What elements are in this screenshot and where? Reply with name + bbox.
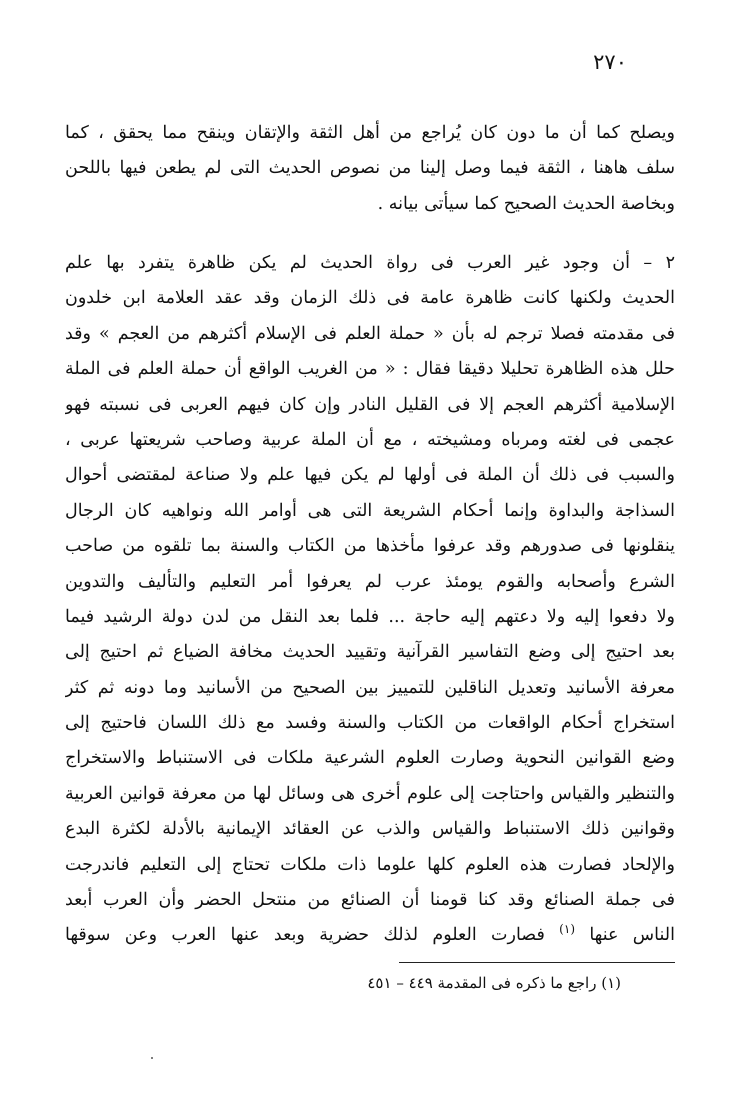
page-number: ٢٧٠: [593, 50, 627, 74]
text-fragment: الناس عنها: [589, 925, 675, 946]
footnote-reference[interactable]: (١): [559, 922, 575, 937]
text-line: حلل هذه الظاهرة تحليلا دقيقا فقال : « من الغريب الواقع أن حملة العلم فى الملة: [65, 359, 675, 380]
text-line: السذاجة والبداوة وإنما أحكام الشريعة التى هى أوامر الله ونواهيه كان الرجال: [65, 500, 675, 521]
text-line: الشرع وأصحابه والقوم يومئذ عرب لم يعرفوا أمر التعليم والتأليف والتدوين: [65, 571, 675, 592]
footnote-divider: [399, 962, 675, 963]
text-fragment: فصارت العلوم لذلك حضرية وبعد عنها العرب وعن سوقها: [65, 925, 545, 946]
text-line: ينقلونها فى صدورهم وقد عرفوا مأخذها من الكتاب والسنة بما تلقوه من صاحب: [65, 536, 675, 557]
text-line: ويصلح كما أن ما دون كان يُراجع من أهل الثقة والإتقان وينقح مما يحقق ، كما: [65, 123, 675, 143]
text-line: ٢ – أن وجود غير العرب فى رواة الحديث لم يكن ظاهرة يتفرد بها علم: [65, 253, 675, 273]
text-line: الإسلامية أكثرهم العجم إلا فى القليل النادر وإن كان فيهم العربى فى نسبته فهو: [65, 394, 675, 415]
text-line: وقوانين ذلك الاستنباط والقياس والذب عن العقائد الإيمانية بالأدلة لكثرة البدع: [65, 819, 675, 840]
text-line: سلف هاهنا ، الثقة فيما وصل إلينا من نصوص الحديث التى لم يطعن فيها باللحن: [65, 158, 675, 179]
text-line: فى جملة الصنائع وقد كنا قومنا أن الصنائع من منتحل الحضر وأن العرب أبعد: [65, 890, 675, 911]
paragraph-1: [65, 116, 675, 222]
text-line: بعد احتيج إلى وضع التفاسير القرآنية وتقييد الحديث مخافة الضياع ثم احتيج إلى: [65, 642, 675, 663]
text-line: معرفة الأسانيد وتعديل الناقلين للتمييز بين الصحيح من الأسانيد وما دونه ثم كثر: [65, 677, 675, 698]
text-line: ولا دفعوا إليه ولا دعتهم إليه حاجة ... فلما بعد النقل من لدن دولة الرشيد فيما: [65, 606, 675, 627]
text-line: وبخاصة الحديث الصحيح كما سيأتى بيانه .: [377, 193, 675, 214]
text-line: فى مقدمته فصلا ترجم له بأن « حملة العلم فى الإسلام أكثرهم من العجم » وقد: [65, 323, 675, 344]
text-line: عجمى فى لغته ومرباه ومشيخته ، مع أن الملة عربية وصاحب شريعتها عربى ،: [65, 429, 675, 450]
footnote: (١) راجع ما ذكره فى المقدمة ٤٤٩ – ٤٥١: [367, 974, 621, 992]
text-line: والإلحاد فصارت هذه العلوم كلها علوما ذات ملكات تحتاج إلى التعليم فاندرجت: [65, 854, 675, 875]
text-line: والسبب فى ذلك أن الملة فى أولها لم يكن فيها علم ولا صناعة لمقتضى أحوال: [65, 465, 675, 486]
text-line: استخراج أحكام الواقعات من الكتاب والسنة وفسد مع ذلك اللسان فاحتيج إلى: [65, 713, 675, 734]
text-line: والتنظير والقياس واحتاجت إلى علوم أخرى هى وسائل لها من معرفة قوانين العربية: [65, 783, 675, 804]
text-line: الحديث ولكنها كانت ظاهرة عامة فى ذلك الزمان وقد عقد العلامة ابن خلدون: [65, 288, 675, 309]
text-line: وضع القوانين النحوية وصارت العلوم الشرعية ملكات فى الاستنباط والاستخراج: [65, 748, 675, 769]
print-speck: [151, 1057, 153, 1059]
text-line-with-footnote-ref: [65, 918, 675, 953]
paragraph-2: [65, 246, 675, 954]
